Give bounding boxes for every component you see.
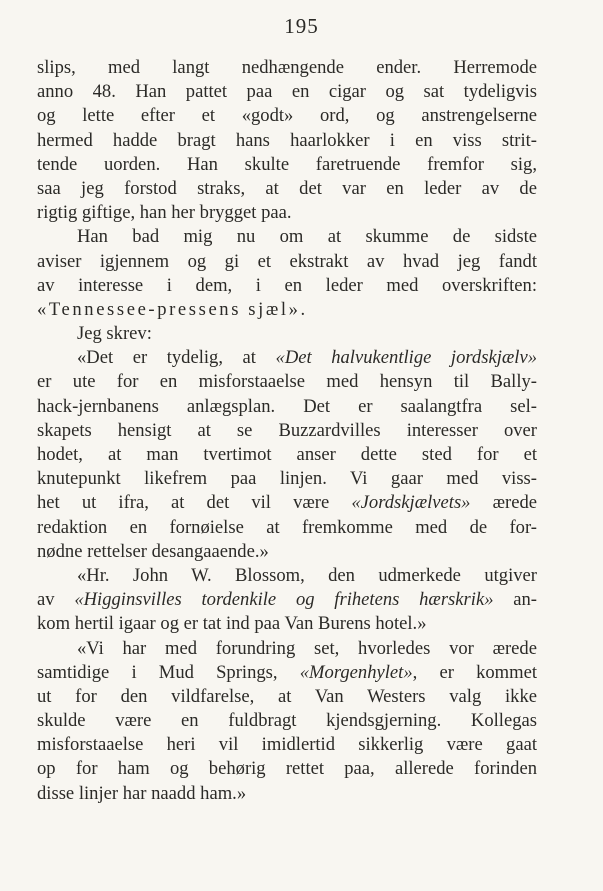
text-run: het ut ifra, at det vil være [37, 492, 352, 514]
text-run: skulde være en fuldbragt kjendsgjerning. Kollegas [37, 710, 537, 732]
text-run: er ute for en misforstaaelse med hensyn til Bally- [37, 371, 537, 393]
text-run: disse linjer har naadd ham.» [37, 782, 247, 804]
text-line [37, 395, 537, 419]
text-run: «Tennessee-pressens sjæl». [37, 298, 308, 320]
text-line [37, 782, 537, 806]
text-line [37, 298, 537, 322]
text-run: rigtig giftige, han her brygget paa. [37, 202, 292, 224]
body-text [37, 56, 537, 806]
text-line [37, 322, 537, 346]
text-run: saa jeg forstod straks, at det var en leder av de [37, 177, 537, 199]
text-line [37, 491, 537, 515]
text-run: hermed hadde bragt hans haarlokker i en viss strit- [37, 129, 537, 151]
italic-title: «Jordskjælvets» [351, 492, 471, 514]
text-run: redaktion en fornøielse at fremkomme med de for- [37, 516, 537, 538]
text-line [37, 250, 537, 274]
text-line [37, 612, 537, 636]
italic-title: «Higginsvilles tordenkile og frihetens hærskrik» [74, 589, 494, 611]
text-line [37, 56, 537, 80]
text-run: samtidige i Mud Springs, [37, 661, 300, 683]
text-run: an- [493, 589, 537, 611]
text-line [37, 201, 537, 225]
italic-title: «Morgenhylet» [299, 661, 413, 683]
text-run: og lette efter et «godt» ord, og anstrengelserne [37, 105, 537, 127]
text-run: av [37, 589, 75, 611]
text-run: kom hertil igaar og er tat ind paa Van Burens hotel.» [37, 613, 427, 635]
text-line [37, 685, 537, 709]
text-run: «Det er tydelig, at [77, 347, 276, 369]
text-run: av interesse i dem, i en leder med overskriften: [37, 274, 537, 296]
text-line [37, 129, 537, 153]
text-run: «Vi har med forundring set, hvorledes vor ærede [77, 637, 537, 659]
text-line [37, 661, 537, 685]
text-line [37, 370, 537, 394]
text-line [37, 733, 537, 757]
text-run: slips, med langt nedhængende ender. Herremode [37, 57, 537, 78]
text-line [37, 637, 537, 661]
text-line [37, 443, 537, 467]
text-run: aviser igjennem og gi et ekstrakt av hvad jeg fandt [37, 250, 537, 272]
text-run: ut for den vildfarelse, at Van Westers valg ikke [37, 685, 537, 707]
text-line [37, 540, 537, 564]
text-line [37, 346, 537, 370]
text-line [37, 757, 537, 781]
text-run: , er kommet [412, 661, 538, 683]
text-run: nødne rettelser desangaaende.» [37, 540, 269, 562]
text-line [37, 467, 537, 491]
text-run: tende uorden. Han skulte faretruende fremfor sig, [37, 153, 537, 175]
text-run: Han bad mig nu om at skumme de sidste [77, 226, 537, 248]
text-line [37, 153, 537, 177]
text-run: Jeg skrev: [77, 323, 152, 345]
italic-title: «Det halvukentlige jordskjælv» [275, 347, 538, 369]
text-run: «Hr. John W. Blossom, den udmerkede utgiver [77, 564, 537, 586]
text-line [37, 177, 537, 201]
page-number: 195 [284, 14, 319, 38]
text-run: hodet, at man tvertimot anser dette sted for et [37, 444, 537, 465]
text-line [37, 274, 537, 298]
text-run: anno 48. Han pattet paa en cigar og sat tydeligvis [37, 81, 537, 103]
text-run: knutepunkt likefrem paa linjen. Vi gaar med viss- [37, 468, 537, 490]
text-line [37, 588, 537, 612]
text-run: misforstaaelse heri vil imidlertid sikkerlig være gaat [37, 734, 537, 756]
text-line [37, 80, 537, 104]
text-run: hack-jernbanens anlægsplan. Det er saalangtfra sel- [37, 395, 537, 417]
text-line [37, 419, 537, 443]
text-run: skapets hensigt at se Buzzardvilles interesser over [37, 419, 537, 441]
text-line [37, 564, 537, 588]
text-line [37, 104, 537, 128]
text-line [37, 225, 537, 249]
text-run: ærede [470, 492, 537, 514]
text-line [37, 709, 537, 733]
text-run: op for ham og behørig rettet paa, allerede forinden [37, 758, 537, 780]
text-line [37, 516, 537, 540]
